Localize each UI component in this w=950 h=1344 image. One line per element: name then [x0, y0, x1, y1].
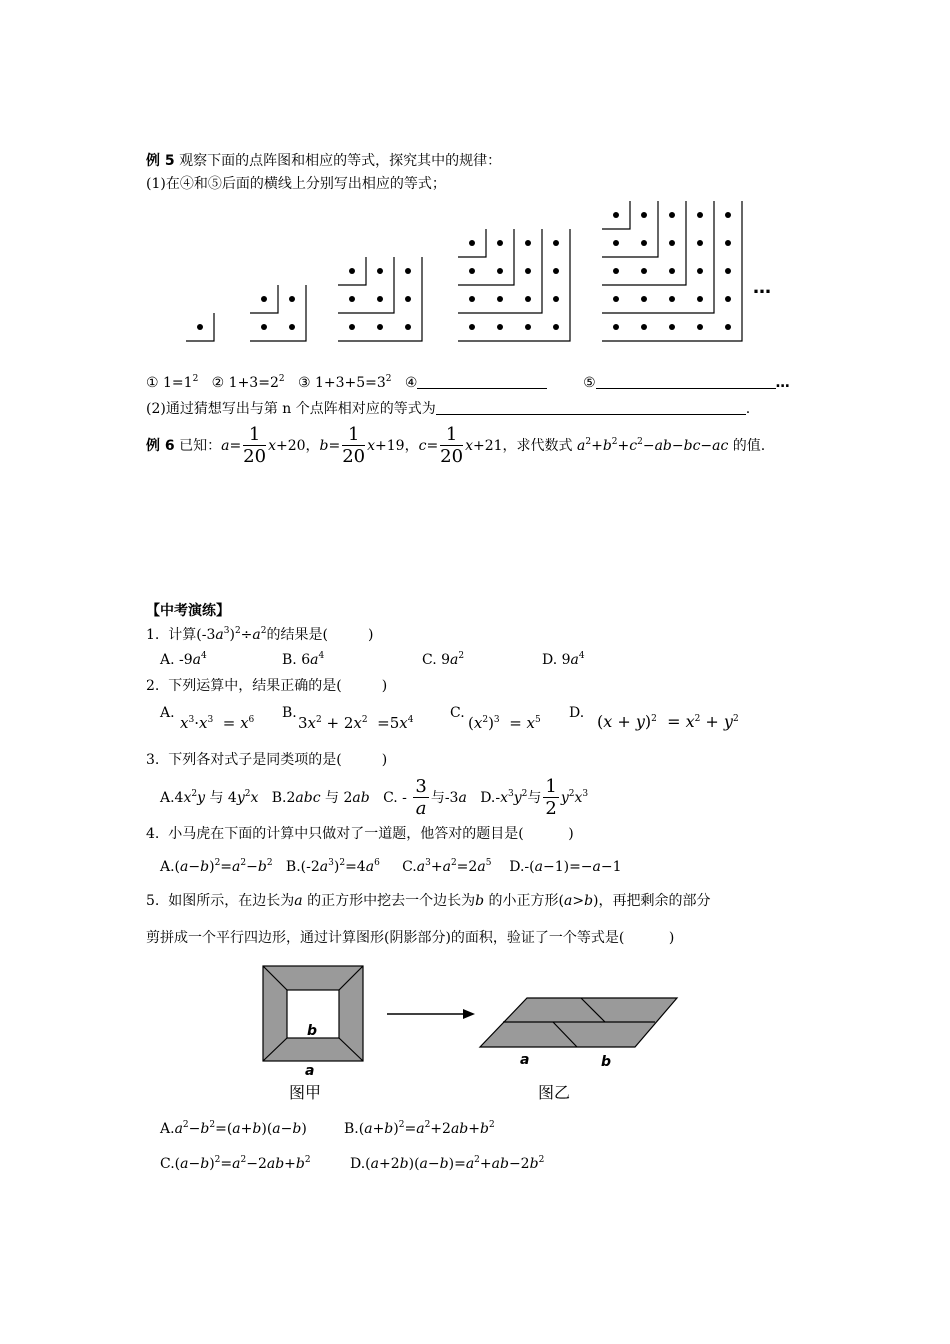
lattice-dot — [497, 268, 503, 274]
answer-blank-4[interactable] — [417, 374, 547, 389]
fraction-1-20: $\frac{1}{20}$ — [243, 423, 267, 467]
lattice-dot — [725, 268, 731, 274]
lattice-dot — [553, 296, 559, 302]
question-5-line1: 5. 如图所示，在边长为a 的正方形中挖去一个边长为b 的小正方形(a>b)，再把剩余的部分 — [146, 893, 711, 909]
lattice-dot — [697, 268, 703, 274]
lattice-dot — [669, 268, 675, 274]
lattice-dot — [377, 296, 383, 302]
question-2: 2. 下列运算中，结果正确的是( ) — [146, 678, 388, 694]
example5-text: 观察下面的点阵图和相应的等式，探究其中的规律： — [179, 153, 502, 169]
lattice-dot — [261, 296, 267, 302]
lattice-dot — [525, 240, 531, 246]
answer-blank-n[interactable] — [436, 400, 746, 415]
example5-label: 例 5 — [146, 153, 175, 169]
q4-option-d[interactable]: D.-(a−1)=−a−1 — [509, 859, 622, 875]
lattice-dot — [377, 268, 383, 274]
lattice-dot — [641, 324, 647, 330]
lattice-dot — [641, 268, 647, 274]
lattice-dot — [261, 324, 267, 330]
dot-grid-5 — [602, 201, 742, 341]
lattice-dot — [469, 268, 475, 274]
figure-b-parallelogram — [480, 998, 677, 1047]
question-3: 3. 下列各对式子是同类项的是( ) — [146, 752, 388, 768]
example5-title — [146, 151, 501, 171]
lattice-dot — [197, 324, 203, 330]
lattice-dot — [641, 296, 647, 302]
q4-option-b[interactable]: $B.(-2a^3)^2=4a^6$ — [285, 858, 380, 875]
lattice-dot — [349, 324, 355, 330]
q5-option-a[interactable]: $A.a^2-b^2=(a+b)(a-b)$ — [160, 1120, 307, 1137]
example5-part1: (1)在④和⑤后面的横线上分别写出相应的等式； — [146, 176, 446, 192]
lattice-dot — [669, 296, 675, 302]
q5-option-d[interactable]: $D.(a+2b)(a-b)=a^2+ab-2b^2$ — [350, 1155, 545, 1172]
section-title: 【中考演练】 — [146, 603, 230, 619]
figure-a-square-frame — [263, 966, 363, 1061]
q1-option-d[interactable]: D. $9a^4$ — [542, 651, 585, 668]
q2-option-a-expr: $x^3\cdot x^3 = x^6$ — [180, 714, 255, 732]
lattice-dot — [469, 296, 475, 302]
lattice-dot — [405, 324, 411, 330]
fraction-1-20: $\frac{1}{20}$ — [342, 423, 366, 467]
lattice-dot — [725, 324, 731, 330]
q4-option-a[interactable]: $A.(a-b)^2=a^2-b^2$ — [160, 858, 273, 875]
lattice-dot — [641, 240, 647, 246]
dot-grid-4 — [458, 229, 570, 341]
lattice-dot — [697, 240, 703, 246]
lattice-dot — [497, 240, 503, 246]
q3-option-d[interactable]: $D.-x^3y^2$与 $\frac{1}{2}$ $y^2x^3$ — [480, 775, 589, 819]
figure-a-label-b: b — [307, 1023, 318, 1039]
answer-blank-5[interactable] — [596, 374, 776, 389]
figure-ellipsis: … — [753, 277, 771, 298]
lattice-dot — [553, 268, 559, 274]
dot-grid-figure — [170, 198, 820, 348]
lattice-dot — [525, 296, 531, 302]
lattice-dot — [405, 296, 411, 302]
dot-grid-1 — [186, 313, 214, 341]
figure-b-caption: 图乙 — [538, 1083, 571, 1102]
lattice-dot — [613, 212, 619, 218]
q3-options — [160, 776, 588, 820]
arrow-icon — [387, 1009, 475, 1019]
lattice-dot — [405, 268, 411, 274]
dot-grid-3 — [338, 257, 422, 341]
q2-option-a[interactable]: A. — [160, 705, 175, 721]
question-5-line2: 剪拼成一个平行四边形，通过计算图形(阴影部分)的面积，验证了一个等式是( ) — [146, 930, 675, 946]
lattice-dot — [725, 240, 731, 246]
q3-option-c[interactable]: C. - $\frac{3}{a}$ 与-3a — [383, 775, 467, 819]
lattice-dot — [289, 296, 295, 302]
lattice-dot — [669, 240, 675, 246]
question-4: 4. 小马虎在下面的计算中只做对了一道题，他答对的题目是( ) — [146, 826, 574, 842]
q1-option-c[interactable]: C. $9a^2$ — [422, 651, 465, 668]
lattice-dot — [469, 324, 475, 330]
q1-option-a[interactable]: A. $-9a^4$ — [160, 651, 207, 668]
example6: 例 6 已知：a= $\frac{1}{20}$ x+20，b= $\frac{1}{20}$ x+19，c= $\frac{1}{20}$ x+21，求代数式 $a^2+b^2+c^2-ab-bc-ac$ 的值. — [146, 423, 766, 467]
q2-option-b-expr: $3x^2 + 2x^2 =5x^4$ — [298, 714, 414, 732]
lattice-dot — [525, 268, 531, 274]
q5-option-c[interactable]: $C.(a-b)^2=a^2-2ab+b^2$ — [160, 1155, 311, 1172]
q4-option-c[interactable]: $C.a^3+a^2=2a^5$ — [402, 858, 492, 875]
lattice-dot — [349, 296, 355, 302]
q5-option-b[interactable]: $B.(a+b)^2=a^2+2ab+b^2$ — [344, 1120, 495, 1137]
lattice-dot — [697, 324, 703, 330]
q3-option-b[interactable]: B.2abc 与 2ab — [271, 790, 370, 806]
dot-grid-2 — [250, 285, 306, 341]
lattice-dot — [613, 268, 619, 274]
lattice-dot — [613, 296, 619, 302]
figure-b-label-b: b — [601, 1054, 612, 1070]
lattice-dot — [641, 212, 647, 218]
figure-a-caption: 图甲 — [289, 1083, 322, 1102]
q2-option-d[interactable]: D. — [569, 705, 585, 721]
lattice-dot — [553, 240, 559, 246]
figure-a-label-a: a — [305, 1063, 315, 1079]
lattice-dot — [497, 296, 503, 302]
q3-option-a[interactable]: $A.4x^2y$ 与 $4y^2x$ — [160, 789, 259, 806]
lattice-dot — [669, 324, 675, 330]
q2-option-b[interactable]: B. — [282, 705, 297, 721]
q2-option-c-expr: $(x^2)^3 = x^5$ — [468, 714, 541, 732]
lattice-dot — [725, 212, 731, 218]
example5-part2: (2)通过猜想写出与第 n 个点阵相对应的等式为 . — [146, 401, 751, 417]
lattice-dot — [289, 324, 295, 330]
q1-option-b[interactable]: B. $6a^4$ — [282, 651, 325, 668]
lattice-dot — [613, 240, 619, 246]
lattice-dot — [525, 324, 531, 330]
q4-options — [160, 857, 622, 877]
lattice-dot — [725, 296, 731, 302]
lattice-dot — [669, 212, 675, 218]
example5-equations: ① $1=1^2$ ② $1+3=2^2$ ③ $1+3+5=3^2$ ④ ⑤ … — [146, 374, 790, 391]
lattice-dot — [613, 324, 619, 330]
figure-b-label-a: a — [520, 1052, 530, 1068]
lattice-dot — [697, 212, 703, 218]
q2-option-c[interactable]: C. — [450, 705, 465, 721]
lattice-dot — [553, 324, 559, 330]
lattice-dot — [349, 268, 355, 274]
lattice-dot — [697, 296, 703, 302]
lattice-dot — [469, 240, 475, 246]
lattice-dot — [377, 324, 383, 330]
fraction-1-20: $\frac{1}{20}$ — [440, 423, 464, 467]
lattice-dot — [497, 324, 503, 330]
q2-option-d-expr: $(x + y)^2 = x^2 + y^2$ — [597, 712, 739, 731]
question-1: 1. 计算$(-3a^3)^2\div a^2$的结果是( ) — [146, 626, 374, 643]
q5-figure — [255, 960, 735, 1110]
